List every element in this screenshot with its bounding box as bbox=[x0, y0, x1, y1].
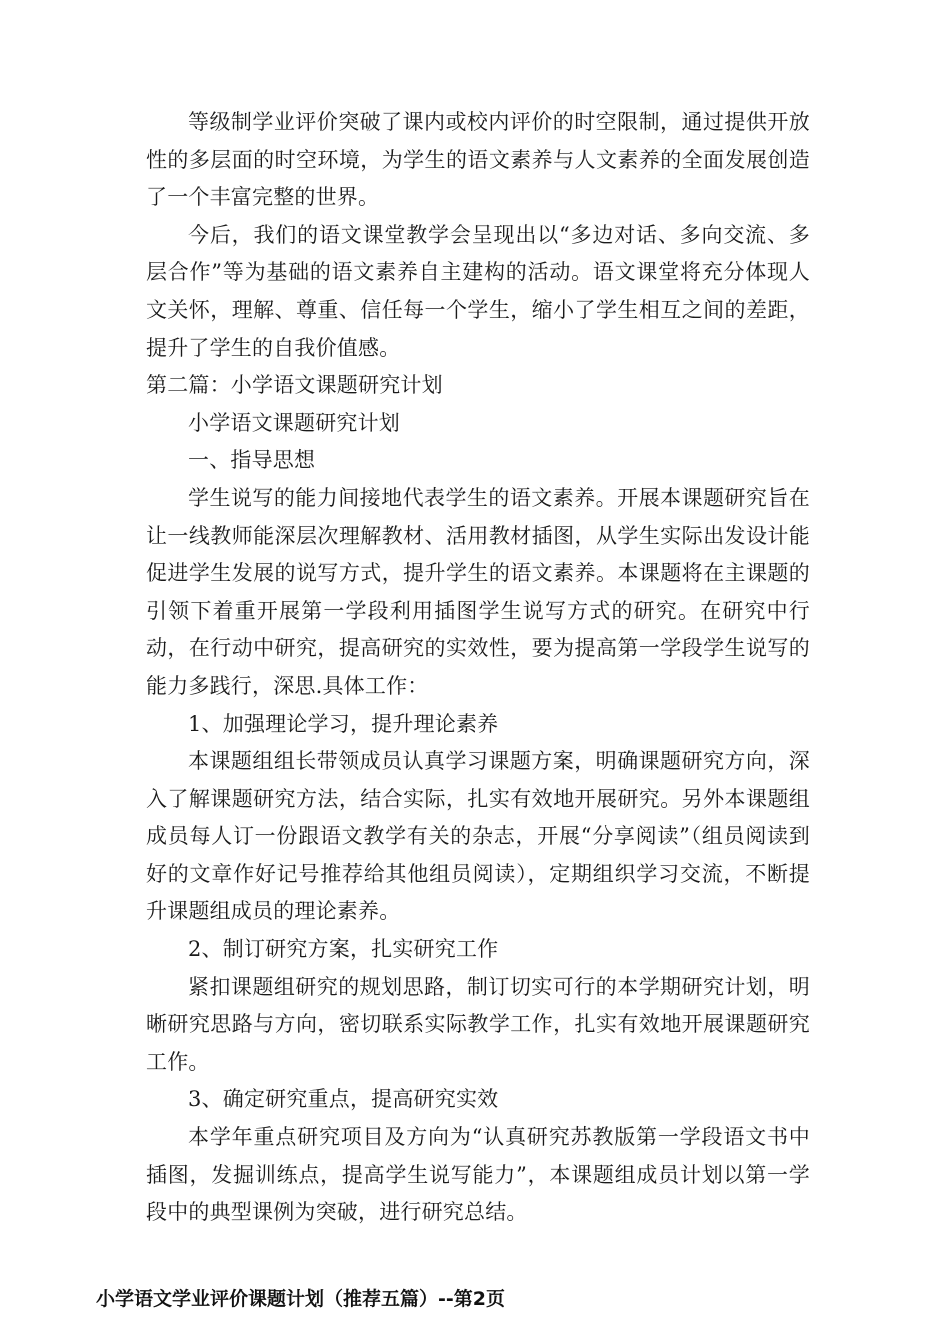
heading-guiding-ideology: 一、指导思想 bbox=[188, 448, 316, 473]
heading-item-1: 1、加强理论学习，提升理论素养 bbox=[188, 711, 499, 736]
page-footer: 小学语文学业评价课题计划（推荐五篇）--第2页 bbox=[96, 1288, 505, 1310]
paragraph-item-1: 本课题组组长带领成员认真学习课题方案，明确课题研究方向，深入了解课题研究方法，结合实际，扎实有效地开展研究。另外本课题组成员每人订一份跟语文教学有关的杂志，开展“分享阅读”（组员阅读到好的文章作好记号推荐给其他组员阅读），定期组织学习交流，不断提升课题组成员的理论素养。 bbox=[146, 749, 810, 924]
paragraph-item-2: 紧扣课题组研究的规划思路，制订切实可行的本学期研究计划，明晰研究思路与方向，密切联系实际教学工作，扎实有效地开展课题研究工作。 bbox=[146, 974, 810, 1074]
paragraph-item-3: 本学年重点研究项目及方向为“认真研究苏教版第一学段语文书中插图，发掘训练点，提高学生说写能力”，本课题组成员计划以第一学段中的典型课例为突破，进行研究总结。 bbox=[146, 1125, 810, 1225]
heading-item-2: 2、制订研究方案，扎实研究工作 bbox=[188, 937, 499, 962]
paragraph-guiding-ideology: 学生说写的能力间接地代表学生的语文素养。开展本课题研究旨在让一线教师能深层次理解教材、活用教材插图，从学生实际出发设计能促进学生发展的说写方式，提升学生的语文素养。本课题将在主课题的引领下着重开展第一学段利用插图学生说写方式的研究。在研究中行动，在行动中研究，提高研究的实效性，要为提高第一学段学生说写的能力多践行，深思.具体工作： bbox=[146, 485, 810, 698]
paragraph-future-outlook: 今后，我们的语文课堂教学会呈现出以“多边对话、多向交流、多层合作”等为基础的语文素养自主建构的活动。语文课堂将充分体现人文关怀，理解、尊重、信任每一个学生，缩小了学生相互之间的差距，提升了学生的自我价值感。 bbox=[146, 222, 810, 360]
section-heading: 第二篇：小学语文课题研究计划 bbox=[146, 373, 443, 398]
document-title: 小学语文课题研究计划 bbox=[188, 410, 400, 435]
document-body bbox=[146, 104, 810, 1232]
paragraph-evaluation-summary: 等级制学业评价突破了课内或校内评价的时空限制，通过提供开放性的多层面的时空环境，为学生的语文素养与人文素养的全面发展创造了一个丰富完整的世界。 bbox=[146, 110, 810, 210]
heading-item-3: 3、确定研究重点，提高研究实效 bbox=[188, 1087, 499, 1112]
